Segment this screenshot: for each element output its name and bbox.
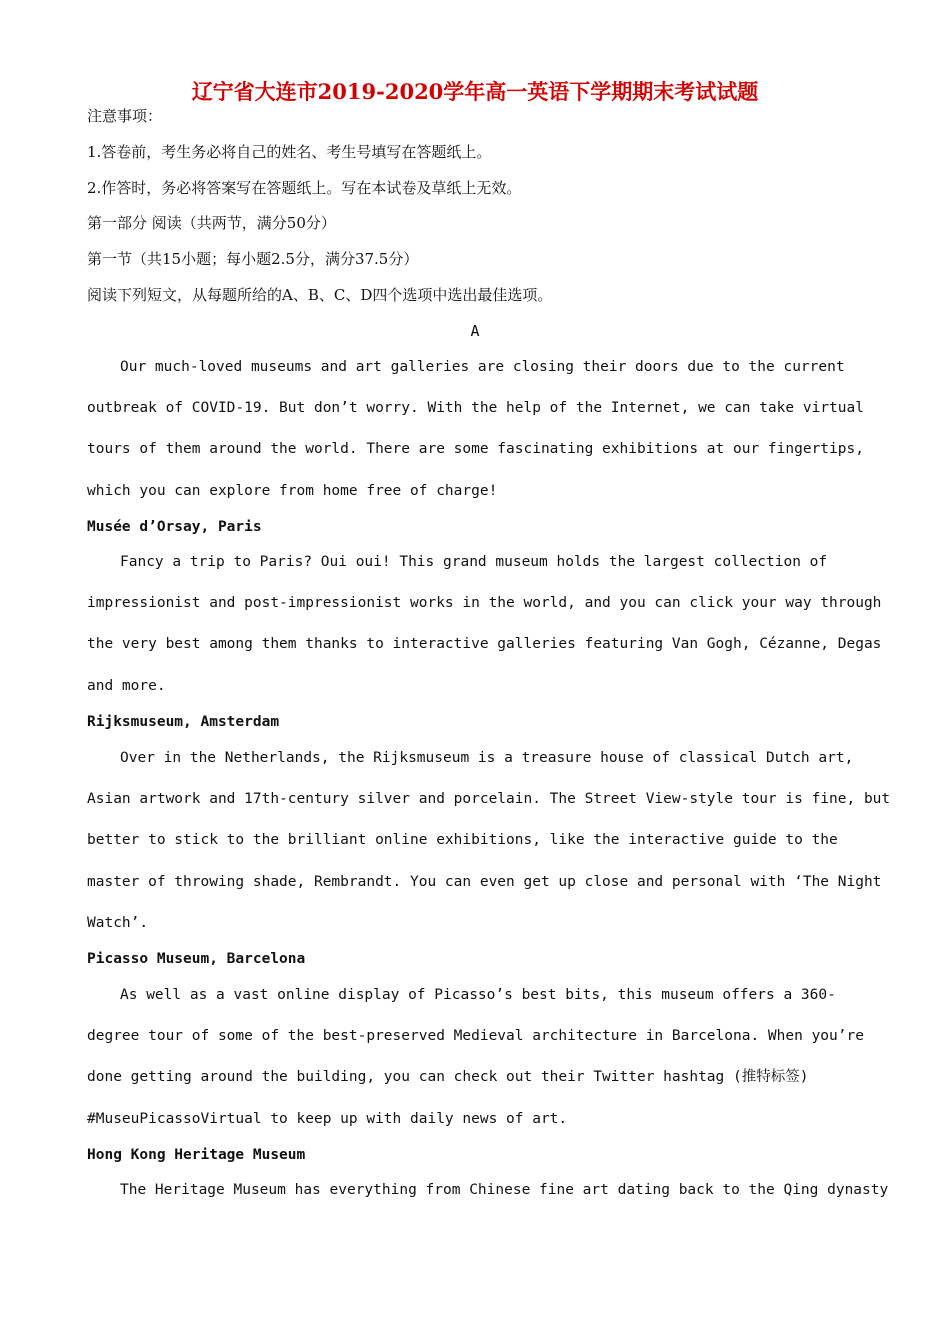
- exam-title: 辽宁省大连市2019-2020学年高一英语下学期期末考试试题: [191, 79, 759, 104]
- text-line: Fancy a trip to Paris? Oui oui! This grand museum holds the largest collection of: [120, 554, 828, 570]
- part-heading: 第一部分 阅读（共两节，满分50分）: [87, 214, 336, 232]
- museum-paragraph-rijksmuseum: [87, 738, 891, 944]
- section-heading: 第一节（共15小题；每小题2.5分，满分37.5分）: [87, 250, 419, 268]
- text-line: tours of them around the world. There are some fascinating exhibitions at our fingertips,: [87, 441, 864, 458]
- text-line: master of throwing shade, Rembrandt. You can even get up close and personal with ‘The Night: [87, 873, 882, 890]
- instruction-text: 阅读下列短文，从每题所给的A、B、C、D四个选项中选出最佳选项。: [87, 286, 553, 304]
- text-line: done getting around the building, you can check out their Twitter hashtag (推特标签): [87, 1069, 809, 1086]
- museum-heading-rijksmuseum: Rijksmuseum, Amsterdam: [87, 714, 280, 730]
- text-line: #MuseuPicassoVirtual to keep up with daily news of art.: [87, 1110, 568, 1127]
- museum-paragraph-hong-kong: [87, 1170, 889, 1211]
- text-line: the very best among them thanks to interactive galleries featuring Van Gogh, Cézanne, Degas: [87, 636, 882, 653]
- text-line: impressionist and post-impressionist works in the world, and you can click your way through: [87, 595, 882, 612]
- museum-heading-orsay: Musée d’Orsay, Paris: [87, 519, 262, 535]
- text-line: which you can explore from home free of charge!: [87, 482, 498, 499]
- text-line: outbreak of COVID-19. But don’t worry. With the help of the Internet, we can take virtual: [87, 400, 864, 417]
- text-line: degree tour of some of the best-preserved Medieval architecture in Barcelona. When you’re: [87, 1028, 864, 1045]
- museum-paragraph-orsay: [87, 542, 882, 707]
- museum-paragraph-picasso: [87, 975, 863, 1140]
- text-line: Over in the Netherlands, the Rijksmuseum is a treasure house of classical Dutch art,: [120, 750, 854, 766]
- text-line: Asian artwork and 17th-century silver and porcelain. The Street View-style tour is fine, but: [87, 791, 891, 808]
- passage-letter: A: [470, 322, 480, 340]
- text-line: Our much-loved museums and art galleries are closing their doors due to the current: [120, 359, 845, 375]
- text-line: As well as a vast online display of Picasso’s best bits, this museum offers a 360-: [120, 987, 836, 1003]
- museum-heading-picasso: Picasso Museum, Barcelona: [87, 951, 306, 967]
- notice-item-2: 2.作答时，务必将答案写在答题纸上。写在本试卷及草纸上无效。: [87, 179, 522, 197]
- text-line: better to stick to the brilliant online exhibitions, like the interactive guide to the: [87, 832, 838, 849]
- notice-item-1: 1.答卷前，考生务必将自己的姓名、考生号填写在答题纸上。: [87, 143, 492, 161]
- text-line: The Heritage Museum has everything from Chinese fine art dating back to the Qing dynasty: [120, 1182, 889, 1198]
- museum-heading-hong-kong: Hong Kong Heritage Museum: [87, 1147, 306, 1163]
- intro-paragraph: [87, 347, 863, 512]
- text-line: and more.: [87, 677, 166, 694]
- text-line: Watch’.: [87, 914, 149, 931]
- notice-label: 注意事项：: [87, 107, 163, 125]
